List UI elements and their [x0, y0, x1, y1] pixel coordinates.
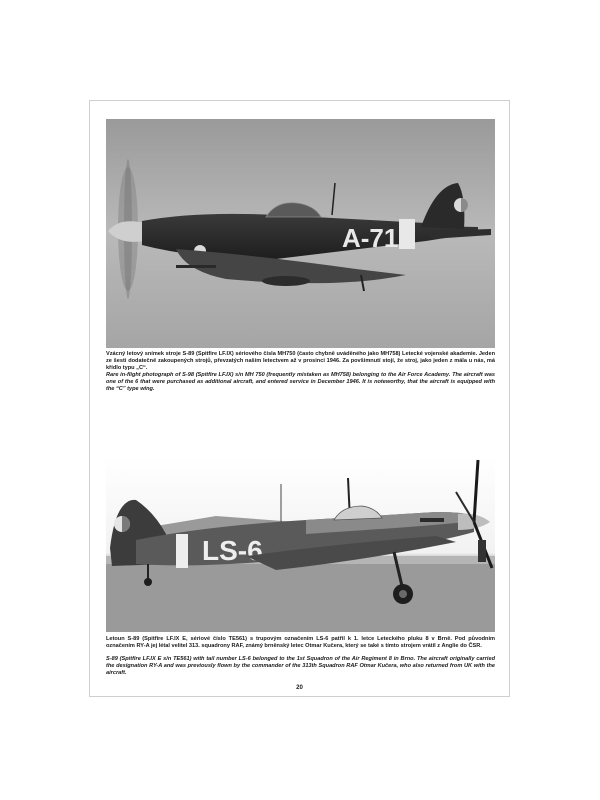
spitfire-a717-photo	[106, 119, 495, 348]
spitfire-ls6-photo	[106, 456, 495, 632]
caption-photo2-english: S-89 (Spitfire LF.IX E s/n TE561) with tail number LS-6 belonged to the 1st Squadron of the Air Regiment 8 in Brno. The aircraft originally carried the designation RY-A and was previously flown by the commander of the 313th Squadron RAF Otmar Kučera, who also returned from UK with the aircraft.	[106, 656, 495, 676]
caption-photo2-czech: Letoun S-89 (Spitfire LF.IX E, sériové číslo TE561) s trupovým označením LS-6 patřil k 1. letce Leteckého pluku 8 v Brně. Pod původním označením RY-A jej létal velitel 313. squadrony RAF, známý brněnský letec Otmar Kučera, který se také s tímto strojem vrátil z Anglie do ČSR.	[106, 636, 495, 649]
marking-a717: A-717	[342, 223, 413, 253]
marking-ls6: LS-6	[202, 535, 263, 566]
caption-photo1-czech: Vzácný letový snímek stroje S-89 (Spitfire LF.IX) sériového čísla MH750 (často chybně uváděného jako MH758) Letecké vojenské akademie. Jeden ze šesti dodatečně zakoupených strojů, převzatých naším letectvem až v prosinci 1946. Za povšimnutí stojí, že stroj, jako jeden z mála u nás, má křídlo typu „C“.	[106, 351, 495, 371]
page-number: 20	[296, 685, 303, 691]
caption-photo1-english: Rare in-flight photograph of S-98 (Spitfire LF.IX) s/n MH 750 (frequently mistaken as MH758) belonging to the Air Force Academy. The aircraft was one of the 6 that were purchased as additional aircraft, and entered service in December 1946. It is noteworthy, that the aircraft is equipped with the “C” type wing.	[106, 372, 495, 392]
book-page	[89, 100, 510, 697]
